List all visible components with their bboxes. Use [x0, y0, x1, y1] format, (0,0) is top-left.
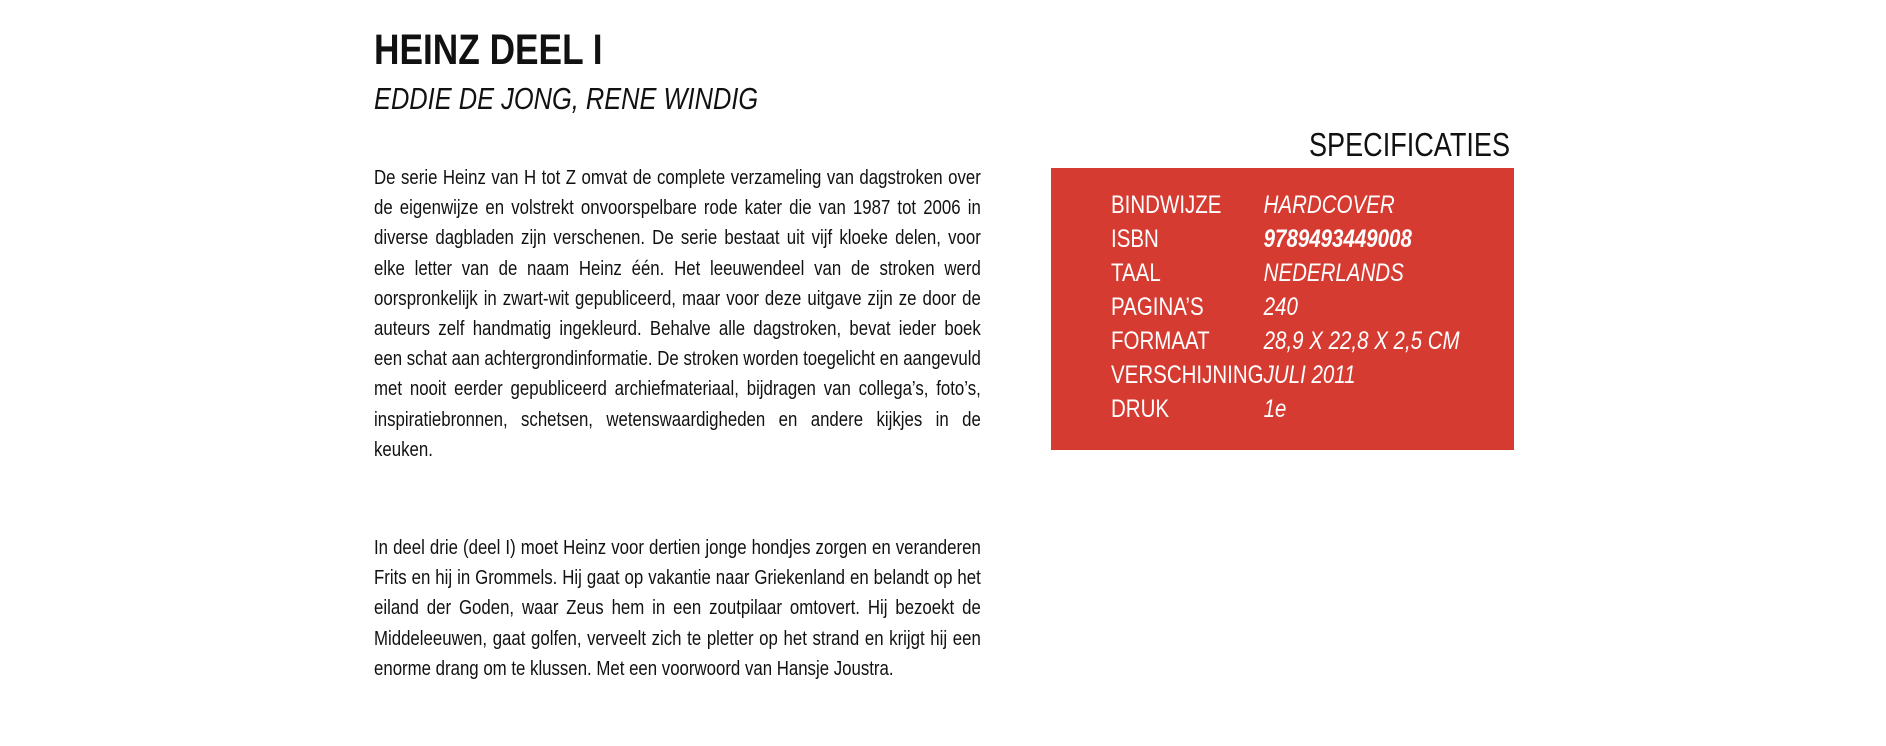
spec-row-paginas	[1111, 290, 1460, 324]
spec-label: TAAL	[1111, 258, 1161, 287]
spec-row-bindwijze	[1111, 188, 1460, 222]
spec-value: HARDCOVER	[1263, 190, 1395, 219]
spec-label: BINDWIJZE	[1111, 190, 1222, 219]
spec-value: JULI 2011	[1263, 360, 1356, 389]
specs-table	[1111, 188, 1460, 426]
spec-label: FORMAAT	[1111, 326, 1210, 355]
spec-label: PAGINA’S	[1111, 292, 1204, 321]
spec-row-formaat	[1111, 324, 1460, 358]
spec-row-taal	[1111, 256, 1460, 290]
spec-value: 1e	[1263, 394, 1287, 423]
spec-row-verschijning	[1111, 358, 1460, 392]
spec-label: DRUK	[1111, 394, 1170, 423]
specs-box	[1051, 168, 1514, 450]
spec-label: VERSCHIJNING	[1111, 360, 1264, 389]
spec-value: NEDERLANDS	[1263, 258, 1404, 287]
book-title: HEINZ DEEL I	[374, 26, 603, 74]
spec-row-druk	[1111, 392, 1460, 426]
description-paragraph: In deel drie (deel I) moet Heinz voor dertien jonge hondjes zorgen en veranderen Frits en hij in Grommels. Hij gaat op vakantie naar Griekenland en belandt op het eiland der Goden, waar Zeus hem in een zoutpilaar omtovert. Hij bezoekt de Middeleeuwen, gaat golfen, verveelt zich te pletter op het strand en krijgt hij een enorme drang om te klussen. Met een voorwoord van Hansje Joustra.	[374, 536, 981, 680]
book-authors: EDDIE DE JONG, RENE WINDIG	[374, 81, 759, 116]
spec-value: 28,9 X 22,8 X 2,5 CM	[1263, 326, 1460, 355]
spec-value: 240	[1263, 292, 1298, 321]
specs-heading: SPECIFICATIES	[1309, 126, 1510, 163]
spec-value: 9789493449008	[1263, 224, 1412, 253]
book-description	[374, 163, 981, 680]
spec-label: ISBN	[1111, 224, 1159, 253]
description-paragraph: De serie Heinz van H tot Z omvat de complete verzameling van dagstroken over de eigenwijze en volstrekt onvoorspelbare rode kater die van 1987 tot 2006 in diverse dagbladen zijn verschenen. De serie bestaat uit vijf kloeke delen, voor elke letter van de naam Heinz één. Het leeuwendeel van de stroken werd oorspronkelijk in zwart-wit gepubliceerd, maar voor deze uitgave zijn ze door de auteurs zelf handmatig ingekleurd. Behalve alle dagstroken, bevat ieder boek een schat aan achtergrondinformatie. De stroken worden toegelicht en aangevuld met nooit eerder gepubliceerd archiefmateriaal, bijdragen van collega’s, foto’s, inspiratiebronnen, schetsen, wetenswaardigheden en andere kijkjes in de keuken.	[374, 166, 981, 461]
spec-row-isbn	[1111, 222, 1460, 256]
